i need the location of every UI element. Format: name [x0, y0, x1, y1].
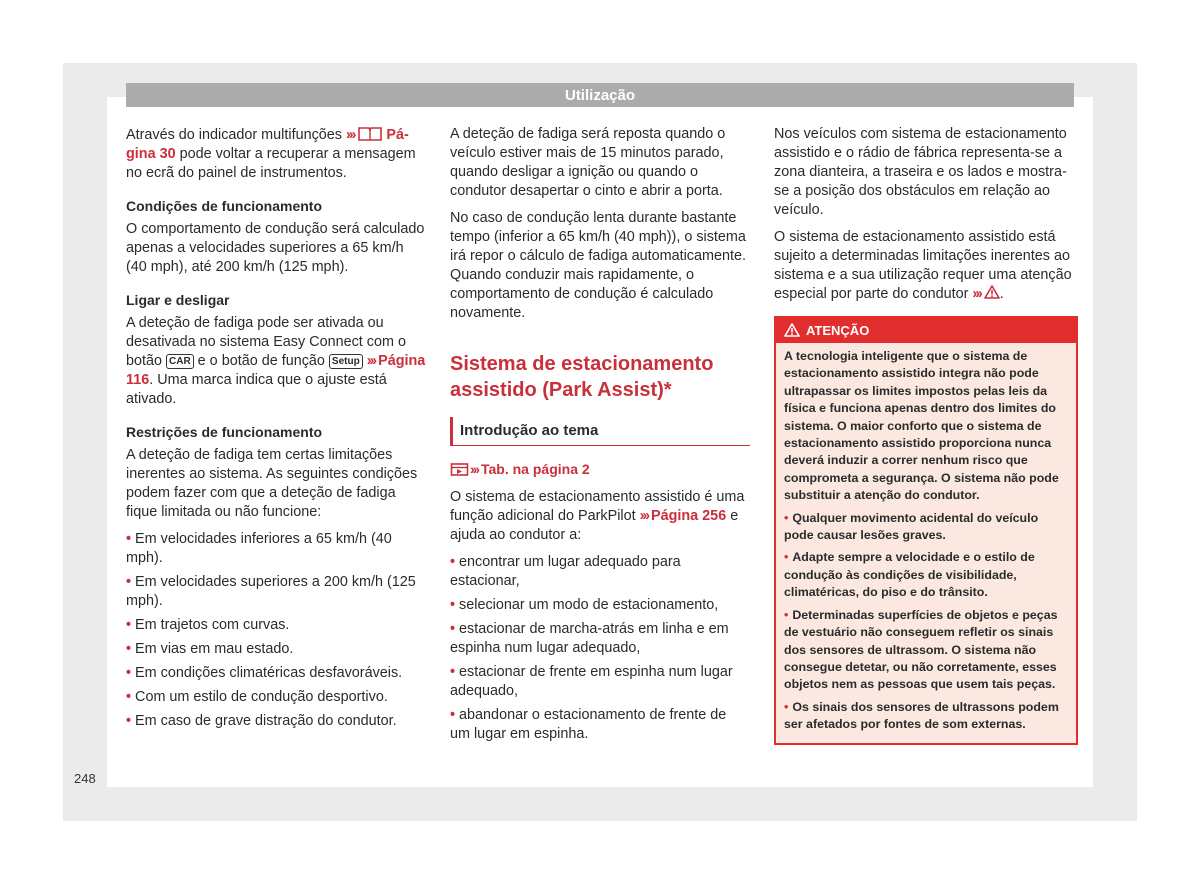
list-item: • Em trajetos com curvas.	[126, 617, 290, 633]
bullet-icon: •	[126, 713, 132, 729]
bullet-icon: •	[450, 597, 456, 613]
list-item: • Com um estilo de condução desportivo.	[126, 689, 388, 705]
table-reference[interactable]: ››› Tab. na página 2	[450, 460, 750, 479]
paragraph-park-assist: O sistema de estacionamento assistido é uma função adicional do ParkPilot ››› Página 256 e ajuda ao condutor a:	[450, 489, 745, 543]
reference-arrows-icon: ›››	[470, 461, 478, 477]
bullet-icon: •	[784, 699, 789, 714]
heading-restrictions: Restrições de funcionamento	[126, 424, 323, 440]
warning-triangle-icon	[784, 323, 800, 337]
section-title: Sistema de estacionamento assistido (Park Assist)*	[450, 353, 714, 401]
warning-item: • Qualquer movimento acidental do veículo pode causar lesões graves.	[784, 510, 1039, 543]
bullet-icon: •	[126, 665, 132, 681]
bullet-icon: •	[450, 664, 456, 680]
heading-operating-conditions: Condições de funcionamento	[126, 198, 323, 214]
bullet-icon: •	[126, 617, 132, 633]
bullet-icon: •	[126, 689, 132, 705]
list-item: • Em caso de grave distração do condutor.	[126, 713, 397, 729]
book-icon	[357, 125, 383, 141]
paragraph-on-off: A deteção de fadiga pode ser ativada ou desativada no sistema Easy Connect com o botão CAR e o botão de função Setup ››› Página 116. Uma marca indica que o ajuste está ativado.	[126, 315, 426, 407]
bullet-icon: •	[450, 621, 456, 637]
page-reference-link[interactable]: Página 116	[126, 353, 426, 388]
warning-intro: A tecnologia inteligente que o sistema de estacionamento assistido integra não pode ultrapassar os limites impostos pelas leis da física e funciona apenas dentro dos limites do sistema. O maior conforto que o sistema de estacionamento assistido proporciona nunca deverá induzir a correr nenhum risco que comprometa a segurança. O sistema não pode substituir a atenção do condutor.	[784, 349, 1059, 503]
bullet-icon: •	[126, 574, 132, 590]
bullet-icon: •	[784, 607, 789, 622]
list-item: • estacionar de marcha-atrás em linha e em espinha num lugar adequado,	[450, 621, 729, 656]
subsection-heading: Introdução ao tema	[450, 417, 750, 446]
column-3	[774, 125, 1074, 312]
paragraph-slow-driving: No caso de condução lenta durante bastante tempo (inferior a 65 km/h (40 mph)), o sistema irá repor o cálculo de fadiga automaticamente. Quando conduzir mais rapidamente, o comportamento de condução é calculado novamente.	[450, 210, 746, 321]
column-2	[450, 125, 750, 749]
paragraph-radio-display: Nos veículos com sistema de estacionamento assistido e o rádio de fábrica representa-se a zona dianteira, a traseira e os lados e mostra-se a posição dos obstáculos em relação ao veículo.	[774, 126, 1067, 218]
reference-arrows-icon: ›››	[366, 353, 376, 369]
reference-arrows-icon: ›››	[345, 127, 355, 143]
paragraph-restrictions: A deteção de fadiga tem certas limitações inerentes ao sistema. As seguintes condições podem fazer com que a deteção de fadiga fique limitada ou não funcione:	[126, 447, 418, 520]
paragraph-conditions: O comportamento de condução será calculado apenas a velocidades superiores a 65 km/h (40 mph), até 200 km/h (125 mph).	[126, 221, 425, 275]
setup-button-icon: Setup	[329, 354, 363, 369]
table-icon	[450, 461, 470, 477]
reference-arrows-icon: ›››	[972, 286, 981, 302]
warning-triangle-icon[interactable]	[984, 285, 1000, 299]
list-item: • selecionar um modo de estacionamento,	[450, 597, 719, 613]
paragraph-limitations: O sistema de estacionamento assistido está sujeito a determinadas limitações inerentes ao sistema e a sua utilização requer uma atenção especial por parte do condutor ››› .	[774, 229, 1072, 302]
page-reference-link[interactable]: Página 256	[651, 508, 727, 524]
list-item: • estacionar de frente em espinha num lugar adequado,	[450, 664, 733, 699]
list-item: • Em velocidades inferiores a 65 km/h (40 mph).	[126, 531, 392, 566]
paragraph-reset: A deteção de fadiga será reposta quando o veículo estiver mais de 15 minutos parado, quando desligar a ignição ou quando o condutor desapertar o cinto e abrir a porta.	[450, 126, 726, 199]
chapter-header: Utilização	[126, 83, 1074, 107]
warning-item: • Os sinais dos sensores de ultrassons podem ser afetados por fontes de som externas.	[784, 699, 1059, 732]
restrictions-list	[126, 530, 426, 731]
warning-item: • Determinadas superfícies de objetos e peças de vestuário não conseguem refletir os sinais dos sensores de ultrassom. O sistema não consegue detetar, ou não corretamente, esses objetos nem as pessoas que usem tais peças.	[784, 607, 1058, 692]
park-assist-list	[450, 553, 750, 744]
reference-arrows-icon: ›››	[639, 508, 648, 524]
bullet-icon: •	[126, 531, 132, 547]
paragraph-multifunction: Através do indicador multifunções ››› Pá-gina 30 pode voltar a recuperar a mensagem no ecrã do painel de instrumentos.	[126, 127, 416, 181]
car-button-icon: CAR	[166, 354, 194, 369]
warning-box	[774, 316, 1078, 745]
warning-header	[776, 318, 1076, 343]
list-item: • Em condições climatéricas desfavoráveis.	[126, 665, 403, 681]
list-item: • Em vias em mau estado.	[126, 641, 294, 657]
bullet-icon: •	[450, 707, 456, 723]
list-item: • Em velocidades superiores a 200 km/h (125 mph).	[126, 574, 416, 609]
bullet-icon: •	[784, 550, 789, 565]
bullet-icon: •	[126, 641, 132, 657]
warning-title: ATENÇÃO	[806, 323, 870, 338]
heading-on-off: Ligar e desligar	[126, 292, 230, 308]
page-reference-link[interactable]: Pá-gina 30	[126, 127, 409, 162]
bullet-icon: •	[784, 510, 789, 525]
list-item: • encontrar um lugar adequado para estacionar,	[450, 554, 681, 589]
bullet-icon: •	[450, 554, 456, 570]
list-item: • abandonar o estacionamento de frente de um lugar em espinha.	[450, 707, 727, 742]
page-number: 248	[74, 771, 96, 786]
warning-body	[776, 343, 1076, 743]
column-1	[126, 125, 426, 736]
warning-item: • Adapte sempre a velocidade e o estilo de condução às condições de visibilidade, climatéricas, do piso e do trânsito.	[784, 550, 1035, 600]
